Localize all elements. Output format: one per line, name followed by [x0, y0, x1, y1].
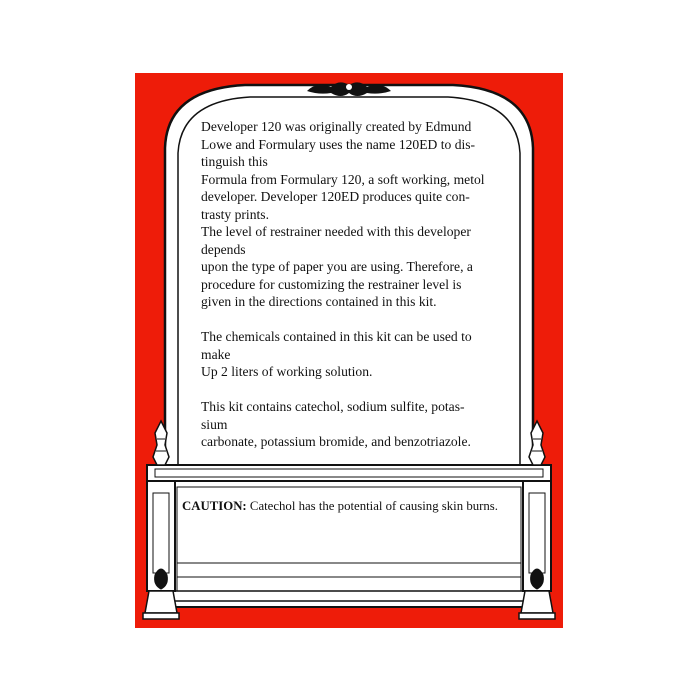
- caution-text: Catechol has the potential of causing skin burns.: [246, 499, 498, 513]
- description-line: developer. Developer 120ED produces quite con-: [201, 189, 470, 204]
- caution-label: CAUTION:: [182, 499, 247, 513]
- description-line: Developer 120 was originally created by Edmund: [201, 119, 472, 134]
- quantity-line: The chemicals contained in this kit can be used to: [201, 329, 472, 344]
- contents-line: This kit contains catechol, sodium sulfite, potas-: [201, 399, 465, 414]
- quantity-line: Up 2 liters of working solution.: [201, 364, 373, 379]
- description-line: procedure for customizing the restrainer level is: [201, 276, 462, 292]
- contents-line: sium: [201, 416, 228, 432]
- paragraph-gap: [201, 381, 501, 399]
- description-line: Lowe and Formulary uses the name 120ED to dis-: [201, 136, 476, 152]
- description-line: given in the directions contained in this kit.: [201, 294, 437, 309]
- product-label: [135, 73, 563, 628]
- quantity-line: make: [201, 346, 231, 362]
- console-frame: [147, 465, 551, 607]
- paragraph-gap: [201, 311, 501, 329]
- description-line: The level of restrainer needed with this developer: [201, 224, 471, 239]
- description-line: upon the type of paper you are using. Therefore, a: [201, 259, 473, 274]
- contents-line: carbonate, potassium bromide, and benzotriazole.: [201, 434, 471, 449]
- description-line: depends: [201, 241, 246, 257]
- caution-notice: [182, 498, 522, 514]
- description-line: Formula from Formulary 120, a soft working, metol: [201, 171, 485, 187]
- label-description: [201, 118, 501, 451]
- description-line: trasty prints.: [201, 206, 269, 222]
- description-line: tinguish this: [201, 154, 268, 169]
